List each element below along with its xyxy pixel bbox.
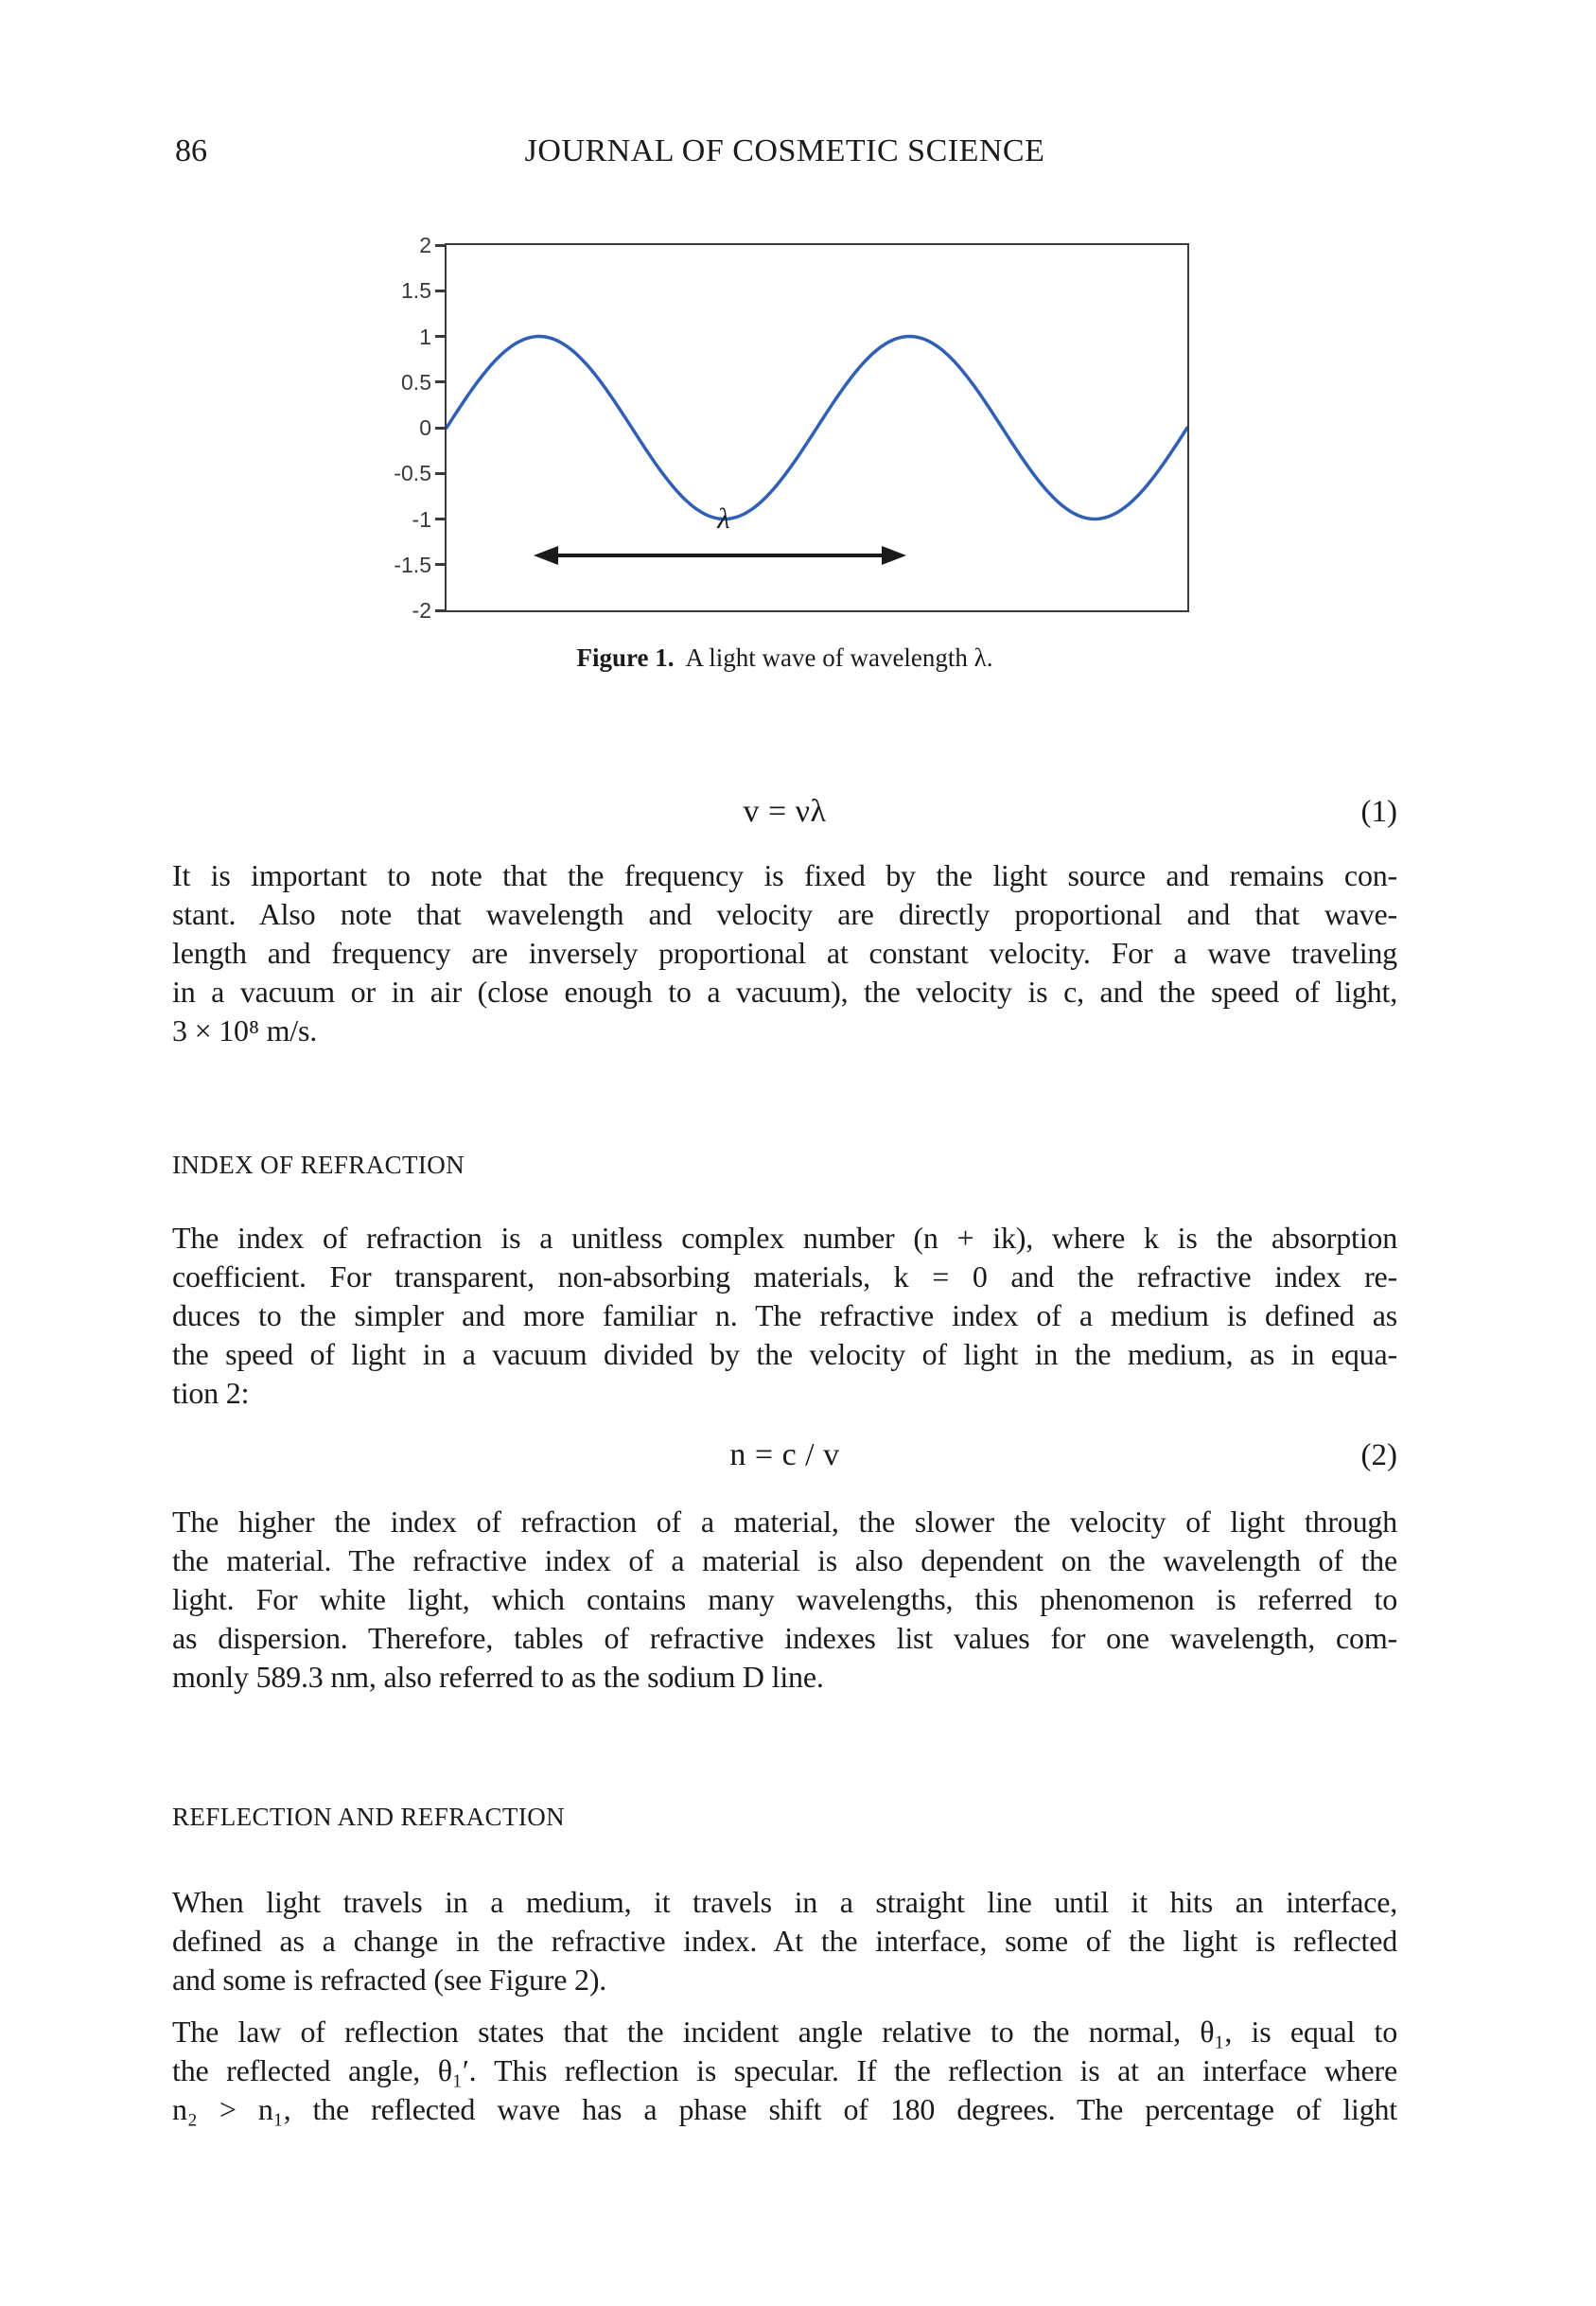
text-line: monly 589.3 nm, also referred to as the sodium D line. (172, 1660, 824, 1694)
text-line: length and frequency are inversely proportional at constant velocity. For a wave traveling (172, 936, 1397, 970)
section-heading-reflection-and-refraction: REFLECTION AND REFRACTION (172, 1803, 566, 1831)
text-line: n₂ > n₁, the reflected wave has a phase shift of 180 degrees. The percentage of light (172, 2092, 1397, 2126)
wavelength-arrow (551, 554, 887, 557)
text-line: the material. The refractive index of a material is also dependent on the wavelength of the (172, 1543, 1397, 1577)
arrow-head-right-icon (882, 546, 906, 565)
journal-title: JOURNAL OF COSMETIC SCIENCE (524, 133, 1045, 168)
figure-caption (172, 642, 1397, 674)
figure-1-chart (390, 235, 1203, 632)
equation-1 (172, 791, 1397, 833)
arrow-head-left-icon (534, 546, 558, 565)
equation-1-number: (1) (1360, 795, 1397, 829)
text-line: The law of reflection states that the incident angle relative to the normal, θ₁, is equal to (172, 2015, 1397, 2049)
body-paragraph-1 (172, 856, 1397, 1050)
body-paragraph-3 (172, 1503, 1397, 1697)
section-heading-index-of-refraction: INDEX OF REFRACTION (172, 1151, 465, 1179)
text-line: light. For white light, which contains many wavelengths, this phenomenon is referred to (172, 1582, 1397, 1616)
y-axis-tick-label: -1.5 (394, 552, 431, 577)
text-line: duces to the simpler and more familiar n. The refractive index of a medium is defined as (172, 1298, 1397, 1332)
equation-2-body: n = c / v (729, 1437, 840, 1472)
text-line: the speed of light in a vacuum divided by the velocity of light in the medium, as in equa- (172, 1337, 1397, 1371)
y-axis-tick-label: -0.5 (394, 461, 431, 486)
text-line: stant. Also note that wavelength and velocity are directly proportional and that wave- (172, 897, 1397, 931)
text-line: in a vacuum or in air (close enough to a vacuum), the velocity is c, and the speed of light, (172, 975, 1397, 1009)
text-line: 3 × 10⁸ m/s. (172, 1013, 318, 1047)
equation-2-number: (2) (1360, 1438, 1397, 1472)
text-line: The index of refraction is a unitless complex number (n + ik), where k is the absorption (172, 1221, 1397, 1255)
figure-caption-text: A light wave of wavelength λ. (685, 643, 993, 672)
y-axis-tick-label: 2 (419, 233, 431, 257)
text-line: The higher the index of refraction of a material, the slower the velocity of light through (172, 1505, 1397, 1539)
y-axis-tick-label: 1 (419, 324, 431, 349)
equation-1-body: v = νλ (743, 794, 827, 829)
wavelength-label: λ (717, 502, 730, 535)
y-axis-tick-label: -1 (412, 506, 431, 532)
text-line: defined as a change in the refractive index. At the interface, some of the light is reflected (172, 1924, 1397, 1958)
text-line: When light travels in a medium, it travels in a straight line until it hits an interface, (172, 1885, 1397, 1919)
body-paragraph-2 (172, 1219, 1397, 1413)
text-line: It is important to note that the frequency is fixed by the light source and remains con- (172, 858, 1397, 892)
text-line: coefficient. For transparent, non-absorbing materials, k = 0 and the refractive index re- (172, 1259, 1397, 1294)
y-axis-tick-label: 0 (419, 415, 431, 440)
light-wave-curve (447, 337, 1187, 519)
text-line: tion 2: (172, 1376, 250, 1410)
y-axis-tick-label: 1.5 (401, 278, 431, 304)
text-line: and some is refracted (see Figure 2). (172, 1963, 607, 1997)
page-number: 86 (175, 133, 207, 168)
equation-2 (172, 1435, 1397, 1476)
y-axis-tick-label: -2 (412, 598, 431, 623)
text-line: the reflected angle, θ₁′. This reflection is specular. If the reflection is at an interface where (172, 2053, 1397, 2087)
figure-caption-label: Figure 1. (576, 643, 675, 672)
body-paragraph-4 (172, 1883, 1397, 1999)
body-paragraph-5 (172, 2013, 1397, 2129)
y-axis-tick-label: 0.5 (401, 369, 431, 395)
text-line: as dispersion. Therefore, tables of refractive indexes list values for one wavelength, com- (172, 1621, 1397, 1655)
